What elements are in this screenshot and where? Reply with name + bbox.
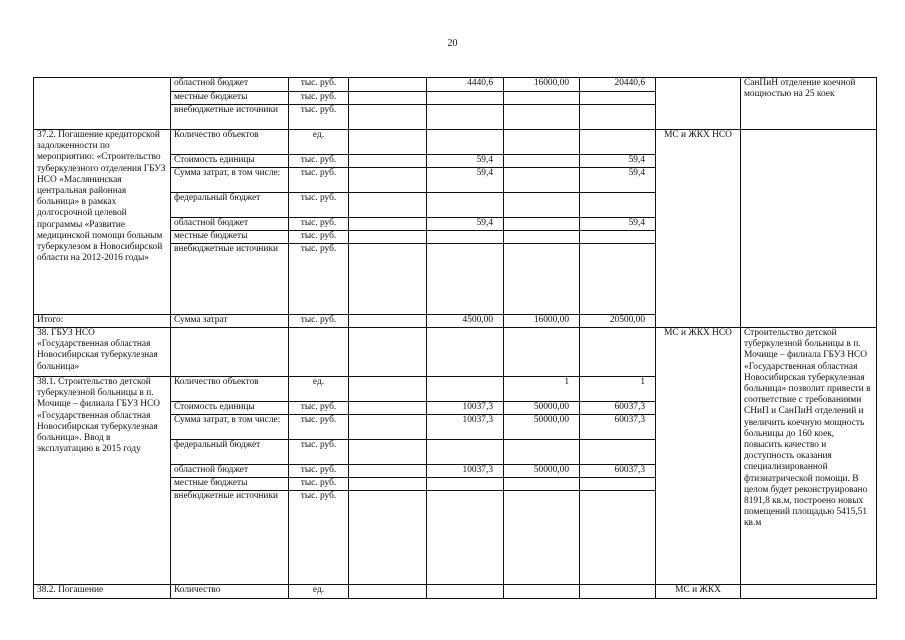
- value-cell: [504, 155, 580, 168]
- value-cell: 20440,6: [580, 78, 656, 92]
- value-cell: [504, 440, 580, 465]
- unit-cell: тыс. руб.: [289, 315, 349, 328]
- indicator-cell: местные бюджеты: [171, 478, 289, 491]
- value-cell: 60037,3: [580, 402, 656, 415]
- unit-cell: тыс. руб.: [289, 491, 349, 585]
- responsible-cell: [656, 78, 741, 130]
- value-cell: 4440,6: [427, 78, 504, 92]
- indicator-cell: внебюджетные источники: [171, 491, 289, 585]
- value-cell: [349, 328, 427, 377]
- unit-cell: тыс. руб.: [289, 465, 349, 478]
- indicator-cell: Количество объектов: [171, 130, 289, 155]
- indicator-cell: федеральный бюджет: [171, 193, 289, 218]
- value-cell: [504, 168, 580, 193]
- value-cell: [427, 491, 504, 585]
- unit-cell: тыс. руб.: [289, 244, 349, 315]
- indicator-cell: Сумма затрат, в том числе:: [171, 415, 289, 440]
- unit-cell: тыс. руб.: [289, 168, 349, 193]
- value-cell: 59,4: [427, 218, 504, 231]
- value-cell: [427, 478, 504, 491]
- value-cell: 10037,3: [427, 402, 504, 415]
- value-cell: 59,4: [580, 155, 656, 168]
- value-cell: [580, 440, 656, 465]
- value-cell: [427, 193, 504, 218]
- value-cell: [504, 585, 580, 599]
- value-cell: [349, 377, 427, 402]
- value-cell: [504, 478, 580, 491]
- unit-cell: тыс. руб.: [289, 231, 349, 244]
- indicator-cell: местные бюджеты: [171, 92, 289, 105]
- value-cell: [504, 328, 580, 377]
- unit-cell: тыс. руб.: [289, 218, 349, 231]
- value-cell: [580, 231, 656, 244]
- value-cell: 50000,00: [504, 402, 580, 415]
- value-cell: [349, 168, 427, 193]
- value-cell: [580, 244, 656, 315]
- value-cell: [504, 491, 580, 585]
- value-cell: [427, 585, 504, 599]
- value-cell: [349, 231, 427, 244]
- indicator-cell: Стоимость единицы: [171, 155, 289, 168]
- value-cell: [504, 193, 580, 218]
- value-cell: [504, 92, 580, 105]
- value-cell: [427, 105, 504, 130]
- table-row: [34, 585, 877, 599]
- value-cell: [349, 130, 427, 155]
- value-cell: [504, 244, 580, 315]
- unit-cell: тыс. руб.: [289, 193, 349, 218]
- value-cell: [427, 244, 504, 315]
- value-cell: [504, 231, 580, 244]
- value-cell: [349, 78, 427, 92]
- value-cell: [349, 402, 427, 415]
- note-cell: СанПиН отделение коечной мощностью на 25 коек: [741, 78, 877, 130]
- value-cell: [580, 92, 656, 105]
- unit-cell: тыс. руб.: [289, 415, 349, 440]
- value-cell: [580, 585, 656, 599]
- unit-cell: тыс. руб.: [289, 105, 349, 130]
- value-cell: [349, 155, 427, 168]
- unit-cell: ед.: [289, 377, 349, 402]
- responsible-cell: МС и ЖКХ НСО: [656, 328, 741, 585]
- responsible-cell: МС и ЖКХ: [656, 585, 741, 599]
- value-cell: [427, 377, 504, 402]
- table-row: [34, 78, 877, 92]
- value-cell: [349, 440, 427, 465]
- value-cell: [349, 478, 427, 491]
- value-cell: 60037,3: [580, 415, 656, 440]
- value-cell: [427, 130, 504, 155]
- indicator-cell: областной бюджет: [171, 78, 289, 92]
- table-row: [34, 130, 877, 155]
- value-cell: [349, 92, 427, 105]
- indicator-cell: [171, 328, 289, 377]
- note-cell: Строительство детской туберкулезной больницы в п. Мочище – филиала ГБУЗ НСО «Государственная областная Новосибирская туберкулезная больница» позволит привести в соответствие с требованиями СНиП и СанПиН отделений и увеличить коечную мощность больницы до 160 коек, повысить качество и доступность оказания специализированной фтизиатрической помощи. В целом будет реконструировано 8191,8 кв.м, построено новых помещений площадью 5415,51 кв.м: [741, 328, 877, 585]
- value-cell: [349, 465, 427, 478]
- page-number: 20: [447, 38, 458, 49]
- value-cell: 50000,00: [504, 415, 580, 440]
- indicator-cell: областной бюджет: [171, 218, 289, 231]
- value-cell: 59,4: [427, 155, 504, 168]
- value-cell: [580, 491, 656, 585]
- indicator-cell: внебюджетные источники: [171, 244, 289, 315]
- value-cell: [427, 92, 504, 105]
- value-cell: 10037,3: [427, 415, 504, 440]
- value-cell: [427, 231, 504, 244]
- indicator-cell: Сумма затрат, в том числе:: [171, 168, 289, 193]
- value-cell: [427, 328, 504, 377]
- unit-cell: тыс. руб.: [289, 92, 349, 105]
- indicator-cell: Количество: [171, 585, 289, 599]
- unit-cell: [289, 328, 349, 377]
- value-cell: [504, 105, 580, 130]
- value-cell: 50000,00: [504, 465, 580, 478]
- value-cell: 20500,00: [580, 315, 656, 328]
- value-cell: [349, 491, 427, 585]
- value-cell: [349, 105, 427, 130]
- value-cell: 59,4: [427, 168, 504, 193]
- value-cell: [349, 244, 427, 315]
- value-cell: 1: [504, 377, 580, 402]
- row-name: 38. ГБУЗ НСО «Государственная областная Новосибирская туберкулезная больница»: [34, 328, 171, 377]
- indicator-cell: внебюджетные источники: [171, 105, 289, 130]
- value-cell: 59,4: [580, 168, 656, 193]
- indicator-cell: Стоимость единицы: [171, 402, 289, 415]
- indicator-cell: областной бюджет: [171, 465, 289, 478]
- unit-cell: тыс. руб.: [289, 78, 349, 92]
- row-name: Итого:: [34, 315, 171, 328]
- value-cell: 10037,3: [427, 465, 504, 478]
- indicator-cell: Сумма затрат: [171, 315, 289, 328]
- table-row: [34, 328, 877, 377]
- value-cell: [580, 328, 656, 377]
- row-name: 38.2. Погашение: [34, 585, 171, 599]
- value-cell: 4500,00: [427, 315, 504, 328]
- value-cell: 16000,00: [504, 78, 580, 92]
- value-cell: [349, 415, 427, 440]
- row-name: 37.2. Погашение кредиторской задолженности по мероприятию: «Строительство туберкулезного отделения ГБУЗ НСО «Маслянинская центральная районная больница» в рамках долгосрочной целевой программы «Развитие медицинской помощи больным туберкулезом в Новосибирской области на 2012-2016 годы»: [34, 130, 171, 315]
- indicator-cell: местные бюджеты: [171, 231, 289, 244]
- value-cell: 59,4: [580, 218, 656, 231]
- value-cell: [349, 315, 427, 328]
- value-cell: 16000,00: [504, 315, 580, 328]
- value-cell: [349, 193, 427, 218]
- row-name: 38.1. Строительство детской туберкулезной больницы в п. Мочище – филиала ГБУЗ НСО «Государственная областная Новосибирская туберкулезная больница». Ввод в эксплуатацию в 2015 году: [34, 377, 171, 585]
- unit-cell: тыс. руб.: [289, 402, 349, 415]
- budget-table: [33, 77, 877, 599]
- unit-cell: тыс. руб.: [289, 440, 349, 465]
- value-cell: [580, 105, 656, 130]
- note-cell: [741, 130, 877, 328]
- value-cell: [580, 130, 656, 155]
- value-cell: 1: [580, 377, 656, 402]
- indicator-cell: Количество объектов: [171, 377, 289, 402]
- unit-cell: ед.: [289, 585, 349, 599]
- unit-cell: тыс. руб.: [289, 155, 349, 168]
- unit-cell: ед.: [289, 130, 349, 155]
- unit-cell: тыс. руб.: [289, 478, 349, 491]
- row-name: [34, 78, 171, 130]
- value-cell: [349, 585, 427, 599]
- note-cell: [741, 585, 877, 599]
- value-cell: [580, 193, 656, 218]
- value-cell: 60037,3: [580, 465, 656, 478]
- value-cell: [504, 218, 580, 231]
- value-cell: [504, 130, 580, 155]
- value-cell: [427, 440, 504, 465]
- value-cell: [580, 478, 656, 491]
- responsible-cell: МС и ЖКХ НСО: [656, 130, 741, 328]
- value-cell: [349, 218, 427, 231]
- indicator-cell: федеральный бюджет: [171, 440, 289, 465]
